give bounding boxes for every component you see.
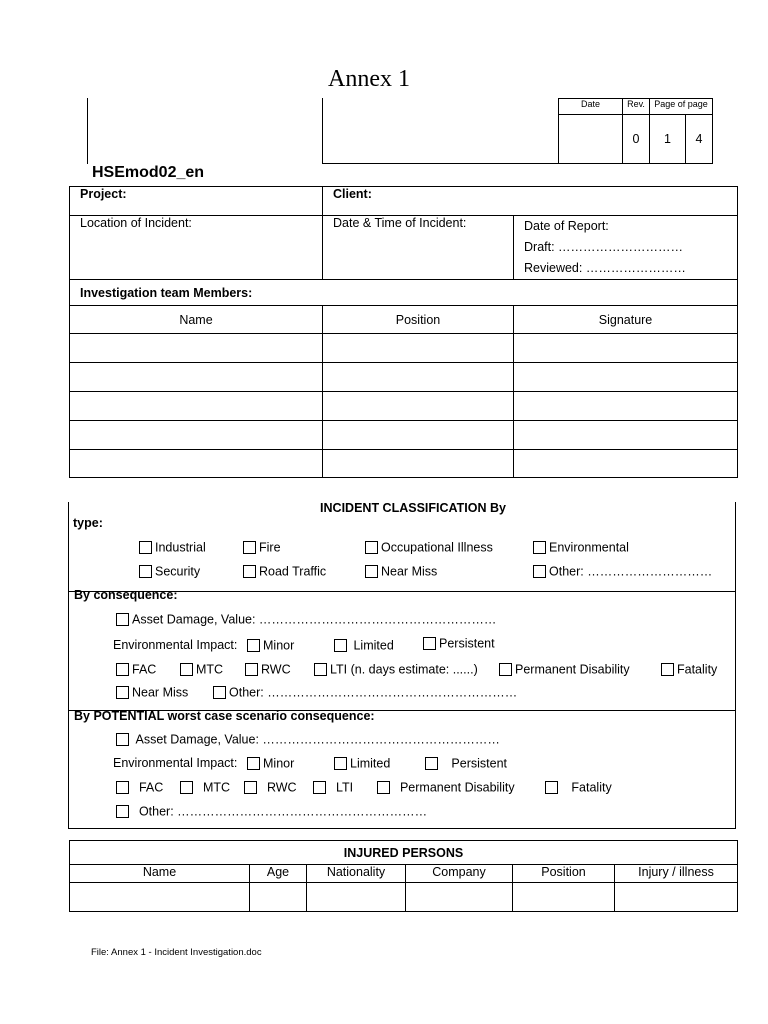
datetime-cell[interactable] bbox=[323, 216, 514, 280]
footer-filename: File: Annex 1 - Incident Investigation.doc bbox=[91, 947, 262, 958]
checkbox[interactable] bbox=[116, 805, 129, 818]
severity-option-mtc[interactable]: MTC bbox=[180, 662, 223, 677]
injured-cell[interactable] bbox=[513, 883, 615, 912]
env-option-minor[interactable]: Minor bbox=[247, 638, 294, 653]
type-option-industrial[interactable]: Industrial bbox=[139, 540, 206, 555]
severity-option-fatality[interactable]: Fatality bbox=[661, 662, 717, 677]
injured-cell[interactable] bbox=[70, 883, 250, 912]
checkbox[interactable] bbox=[180, 663, 193, 676]
team-cell[interactable] bbox=[323, 334, 514, 363]
checkbox[interactable] bbox=[545, 781, 558, 794]
type-option-occupational-illness[interactable]: Occupational Illness bbox=[365, 540, 493, 555]
type-label: type: bbox=[73, 516, 103, 530]
severity-option-fac[interactable]: FAC bbox=[116, 662, 156, 677]
draft-label: Draft: ………………………… bbox=[524, 240, 684, 254]
team-cell[interactable] bbox=[514, 421, 738, 450]
potential-asset-damage-option[interactable]: Asset Damage, Value: ………………………………………………… bbox=[116, 732, 500, 747]
potential-env-option-persistent[interactable]: Persistent bbox=[425, 756, 507, 771]
type-option-fire[interactable]: Fire bbox=[243, 540, 281, 555]
checkbox[interactable] bbox=[365, 565, 378, 578]
potential-severity-option-rwc[interactable]: RWC bbox=[244, 780, 297, 795]
team-cell[interactable] bbox=[514, 363, 738, 392]
location-label: Location of Incident: bbox=[80, 216, 192, 230]
injured-col-nationality: Nationality bbox=[307, 865, 406, 883]
injured-persons-table bbox=[69, 840, 738, 912]
type-option-other[interactable]: Other: ………………………… bbox=[533, 564, 712, 579]
team-cell[interactable] bbox=[514, 334, 738, 363]
reviewed-label: Reviewed: …………………… bbox=[524, 261, 686, 275]
potential-severity-option-fac[interactable]: FAC bbox=[116, 780, 163, 795]
other-option[interactable]: Other: …………………………………………………… bbox=[213, 685, 517, 700]
checkbox[interactable] bbox=[116, 686, 129, 699]
team-col-name: Name bbox=[70, 306, 323, 334]
classification-heading: INCIDENT CLASSIFICATION By bbox=[320, 501, 506, 515]
report-cell[interactable] bbox=[514, 216, 738, 280]
checkbox[interactable] bbox=[314, 663, 327, 676]
team-heading-cell bbox=[70, 280, 738, 306]
team-col-signature: Signature bbox=[514, 306, 738, 334]
checkbox[interactable] bbox=[116, 733, 129, 746]
team-cell[interactable] bbox=[323, 450, 514, 478]
checkbox[interactable] bbox=[243, 565, 256, 578]
injured-col-name: Name bbox=[70, 865, 250, 883]
page-value: 1 bbox=[650, 115, 686, 164]
injured-cell[interactable] bbox=[250, 883, 307, 912]
team-cell[interactable] bbox=[514, 450, 738, 478]
checkbox[interactable] bbox=[533, 541, 546, 554]
potential-env-impact-label: Environmental Impact: bbox=[113, 756, 238, 770]
location-cell[interactable] bbox=[70, 216, 323, 280]
team-cell[interactable] bbox=[70, 450, 323, 478]
potential-other-option[interactable]: Other: …………………………………………………… bbox=[116, 804, 427, 819]
team-cell[interactable] bbox=[323, 421, 514, 450]
injured-col-age: Age bbox=[250, 865, 307, 883]
team-cell[interactable] bbox=[70, 421, 323, 450]
page-header: Page of page bbox=[650, 99, 713, 115]
date-header: Date bbox=[559, 99, 623, 115]
asset-damage-option[interactable]: Asset Damage, Value: ………………………………………………… bbox=[116, 612, 496, 627]
checkbox[interactable] bbox=[245, 663, 258, 676]
checkbox[interactable] bbox=[377, 781, 390, 794]
severity-option-permanent-disability[interactable]: Permanent Disability bbox=[499, 662, 630, 677]
injured-cell[interactable] bbox=[615, 883, 738, 912]
potential-env-option-limited[interactable]: Limited bbox=[334, 756, 390, 771]
env-impact-label: Environmental Impact: bbox=[113, 638, 238, 652]
env-option-limited[interactable]: Limited bbox=[334, 638, 394, 653]
injured-cell[interactable] bbox=[406, 883, 513, 912]
type-option-road-traffic[interactable]: Road Traffic bbox=[243, 564, 326, 579]
checkbox[interactable] bbox=[499, 663, 512, 676]
team-cell[interactable] bbox=[514, 392, 738, 421]
rev-value: 0 bbox=[623, 115, 650, 164]
injured-col-position: Position bbox=[513, 865, 615, 883]
checkbox[interactable] bbox=[247, 757, 260, 770]
page-total: 4 bbox=[686, 115, 713, 164]
project-label: Project: bbox=[80, 187, 127, 201]
potential-severity-option-permanent-disability[interactable]: Permanent Disability bbox=[377, 780, 515, 795]
injured-heading: INJURED PERSONS bbox=[70, 841, 738, 865]
injured-cell[interactable] bbox=[307, 883, 406, 912]
revision-table bbox=[558, 98, 713, 164]
team-cell[interactable] bbox=[70, 392, 323, 421]
team-cell[interactable] bbox=[70, 334, 323, 363]
checkbox[interactable] bbox=[243, 541, 256, 554]
team-cell[interactable] bbox=[70, 363, 323, 392]
injured-col-injury: Injury / illness bbox=[615, 865, 738, 883]
type-option-near-miss[interactable]: Near Miss bbox=[365, 564, 437, 579]
consequence-label: By consequence: bbox=[74, 588, 178, 602]
team-col-position: Position bbox=[323, 306, 514, 334]
rev-header: Rev. bbox=[623, 99, 650, 115]
near-miss-option[interactable]: Near Miss bbox=[116, 685, 188, 700]
team-cell[interactable] bbox=[323, 363, 514, 392]
checkbox[interactable] bbox=[533, 565, 546, 578]
page-title: Annex 1 bbox=[328, 66, 410, 92]
checkbox[interactable] bbox=[244, 781, 257, 794]
potential-severity-option-mtc[interactable]: MTC bbox=[180, 780, 230, 795]
client-label: Client: bbox=[333, 187, 372, 201]
checkbox[interactable] bbox=[365, 541, 378, 554]
checkbox[interactable] bbox=[661, 663, 674, 676]
type-option-security[interactable]: Security bbox=[139, 564, 200, 579]
checkbox[interactable] bbox=[213, 686, 226, 699]
severity-option-rwc[interactable]: RWC bbox=[245, 662, 291, 677]
checkbox[interactable] bbox=[139, 565, 152, 578]
potential-env-option-minor[interactable]: Minor bbox=[247, 756, 294, 771]
checkbox[interactable] bbox=[334, 639, 347, 652]
type-option-environmental[interactable]: Environmental bbox=[533, 540, 629, 555]
datetime-label: Date & Time of Incident: bbox=[333, 216, 467, 230]
team-label: Investigation team Members: bbox=[80, 285, 253, 300]
doc-code: HSEmod02_en bbox=[92, 164, 205, 181]
incident-info-table bbox=[69, 186, 738, 478]
severity-option-lti[interactable]: LTI (n. days estimate: ......) bbox=[314, 662, 478, 677]
checkbox[interactable] bbox=[425, 757, 438, 770]
client-cell[interactable] bbox=[323, 187, 738, 216]
potential-severity-option-lti[interactable]: LTI bbox=[313, 780, 353, 795]
potential-severity-option-fatality[interactable]: Fatality bbox=[545, 780, 612, 795]
checkbox[interactable] bbox=[180, 781, 193, 794]
potential-label: By POTENTIAL worst case scenario consequence: bbox=[74, 709, 375, 723]
checkbox[interactable] bbox=[116, 663, 129, 676]
project-cell[interactable] bbox=[70, 187, 323, 216]
checkbox[interactable] bbox=[139, 541, 152, 554]
team-cell[interactable] bbox=[323, 392, 514, 421]
env-option-persistent[interactable]: Persistent bbox=[423, 636, 495, 651]
injured-col-company: Company bbox=[406, 865, 513, 883]
checkbox[interactable] bbox=[116, 613, 129, 626]
checkbox[interactable] bbox=[313, 781, 326, 794]
checkbox[interactable] bbox=[423, 637, 436, 650]
date-value bbox=[559, 115, 623, 164]
report-label: Date of Report: bbox=[524, 219, 609, 233]
checkbox[interactable] bbox=[247, 639, 260, 652]
checkbox[interactable] bbox=[116, 781, 129, 794]
checkbox[interactable] bbox=[334, 757, 347, 770]
